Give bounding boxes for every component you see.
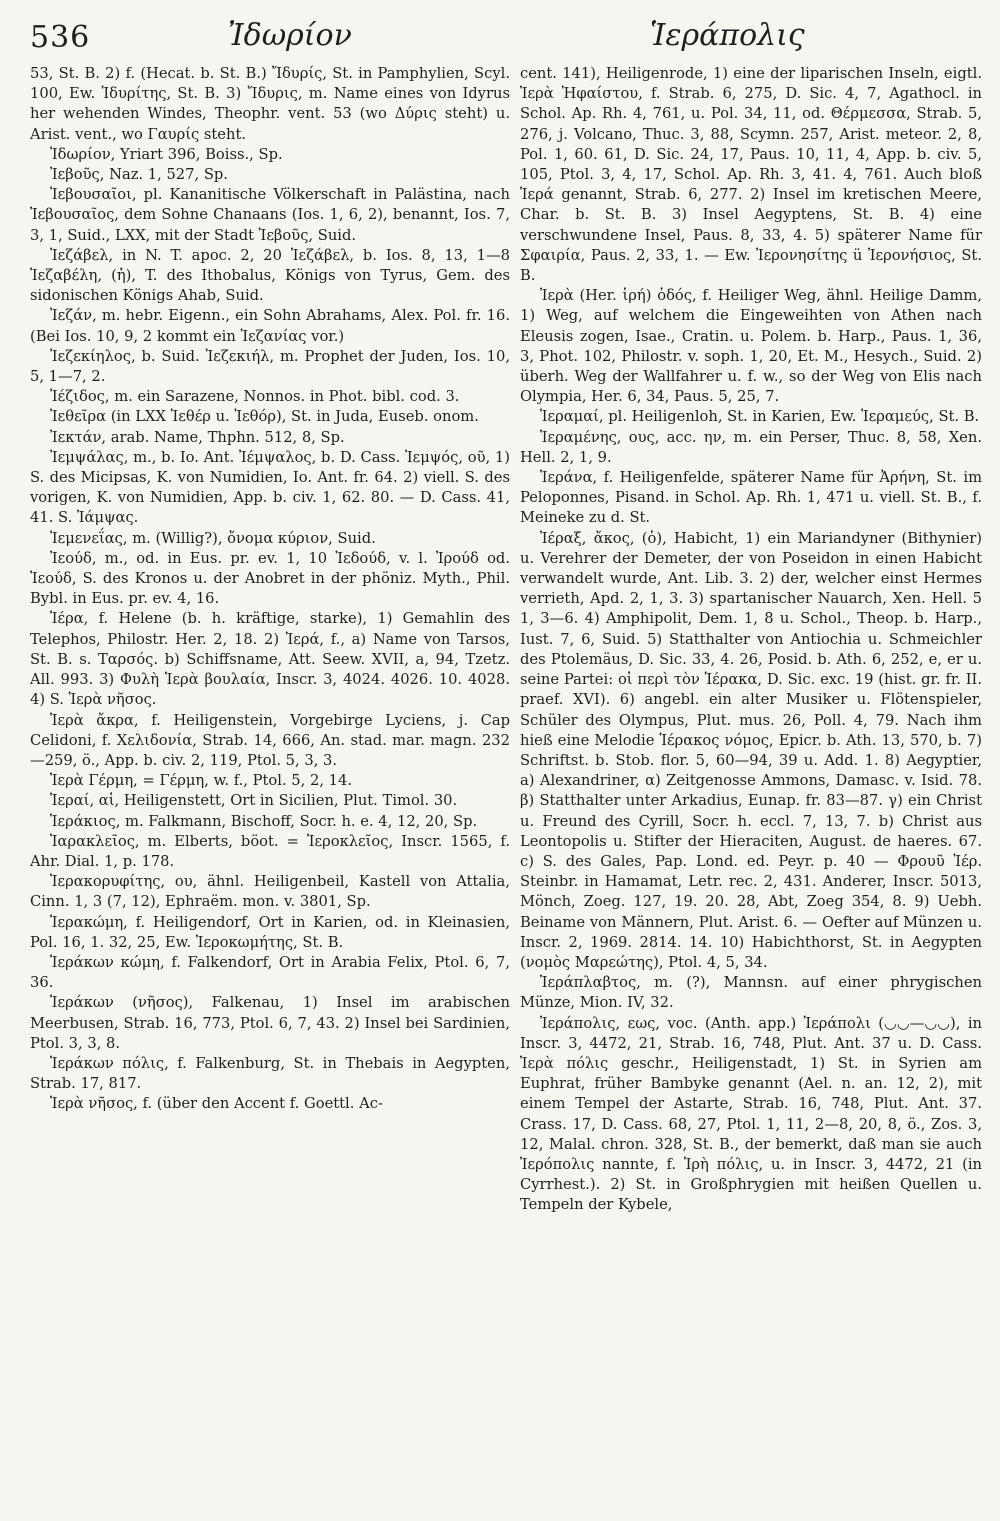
dictionary-entry: Ἰεθεῖρα (in LXX Ἰεθέρ u. Ἰεθόρ), St. in Juda, Euseb. onom. <box>50 408 479 426</box>
dictionary-entry: Ἰεκτάν, arab. Name, Thphn. 512, 8, Sp. <box>50 428 345 446</box>
running-head-right: Ἱεράπολις <box>650 18 805 53</box>
dictionary-entry: Ἰεμενεΐας, m. (Willig?), ὄνομα κύριον, Suid. <box>50 529 376 547</box>
dictionary-entry: Ἰεβοῦς, Naz. 1, 527, Sp. <box>50 166 228 184</box>
dictionary-entry: Ἱεραί, αἱ, Heiligenstett, Ort in Sicilien, Plut. Timol. 30. <box>50 792 458 810</box>
dictionary-entry: Ἱέραξ, ἄκος, (ὁ), Habicht, 1) ein Mariandyner (Bithynier) u. Verehrer der Demeter, der von Poseidon in einen Habicht verwandelt wurde, Ant. Lib. 3. 2) der, welcher einst Hermes verrieth, Apd. 2, 1, 3. 3) spartanischer Nauarch, Xen. Hell. 5 1, 3—6. 4) Amphipolit, Dem. 1, 8 u. Schol., Theop. b. Harp., Iust. 7, 6, Suid. 5) Statthalter von Antiochia u. Schmeichler des Ptolemäus, D. Sic. 33, 4. 26, Posid. b. Ath. 6, 252, e, er u. seine Partei: οἱ περὶ τὸν Ἱέρακα, D. Sic. exc. 19 (hist. gr. fr. II. praef. XVI). 6) angebl. ein alter Musiker u. Flötenspieler, Schüler des Olympus, Plut. mus. 26, Poll. 4, 79. Nach ihm hieß eine Melodie Ἱέρακος νόμος, Epicr. b. Ath. 13, 570, b. 7) Schriftst. b. Stob. flor. 5, 60—94, 39 u. Add. 1. 8) Aegyptier, a) Alexandriner, α) Zeitgenosse Ammons, Damasc. v. Isid. 78. β) Statthalter unter Arkadius, Eunap. fr. 83—87. γ) ein Christ u. Freund des Cyrill, Socr. h. eccl. 7, 13, 7. b) Christ aus Leontopolis u. Stifter der Hieraciten, August. de haeres. 67. c) S. des Gales, Pap. Lond. ed. Peyr. p. 40 — Φρουῦ Ἱέρ. Steinbr. in Hamamat, Letr. rec. 2, 431. Anderer, Inscr. 5013, Mönch, Zoeg. 127, 19. 20. 28, Abt, Zoeg 354, 8. 9) Uebh. Beiname von Männern, Plut. Arist. 6. — Oefter auf Münzen u. Inscr. 2, 1969. 2814. 14. 10) Habichthorst, St. in Aegypten (νομὸς Μαρεώτης), Ptol. 4, 5, 34. <box>520 529 982 971</box>
dictionary-entry: Ἰδωρίον, Yriart 396, Boiss., Sp. <box>50 145 283 163</box>
dictionary-entry: Ἱαρακλεῖος, m. Elberts, böot. = Ἱεροκλεῖος, Inscr. 1565, f. Ahr. Dial. 1, p. 178. <box>30 832 510 870</box>
dictionary-entry: Ἱεραμαί, pl. Heiligenloh, St. in Karien, Ew. Ἱεραμεύς, St. B. <box>540 408 980 426</box>
page-header <box>30 18 982 58</box>
dictionary-entry: Ἰεζεκίηλος, b. Suid. Ἰεζεκιήλ, m. Prophet der Juden, Ios. 10, 5, 1—7, 2. <box>30 347 510 386</box>
dictionary-entry: cent. 141), Heiligenrode, 1) eine der liparischen Inseln, eigtl. Ἱερὰ Ἡφαίστου, f. Strab. 6, 275, D. Sic. 4, 7, Agathocl. in Schol. Ap. Rh. 4, 761, u. Pol. 34, 11, od. Θέρμεσσα, Strab. 5, 276, j. Volcano, Thuc. 3, 88, Scymn. 257, Arist. meteor. 2, 8, Pol. 1, 60. 61, D. Sic. 24, 17, Paus. 10, 11, 4, App. b. civ. 5, 105, Ptol. 3, 4, 17, Schol. Ap. Rh. 3, 41. 4, 761. Auch bloß Ἱερά genannt, Strab. 6, 277. 2) Insel im kretischen Meere, Char. b. St. B. 3) Insel Aegyptens, St. B. 4) eine verschwundene Insel, Paus. 8, 33, 4. 5) späterer Name für Σφαιρία, Paus. 2, 33, 1. — Ew. Ἱερονησίτης ü Ἱερονήσιος, St. B. <box>520 65 982 285</box>
dictionary-entry: 53, St. B. 2) f. (Hecat. b. St. B.) Ἴδυρίς, St. in Pamphylien, Scyl. 100, Ew. Ἰδυρίτης, St. B. 3) Ἴδυρις, m. Name eines von Idyrus her wehenden Windes, Theophr. vent. 53 (wo Δύρις steht) u. Arist. vent., wo Γαυρίς steht. <box>30 65 510 143</box>
dictionary-entry: Ἱερὰ ἄκρα, f. Heiligenstein, Vorgebirge Lyciens, j. Cap Celidoni, f. Χελιδονία, Strab. 14, 666, An. stad. mar. magn. 232—259, ö., App. b. civ. 2, 119, Ptol. 5, 3, 3. <box>30 711 510 769</box>
dictionary-entry: Ἱεράνα, f. Heiligenfelde, späterer Name für Ἀρήνη, St. im Peloponnes, Pisand. in Schol. Ap. Rh. 1, 471 u. viell. St. B., f. Meineke zu d. St. <box>520 469 982 527</box>
dictionary-entry: Ἱεράκων (νῆσος), Falkenau, 1) Insel im arabischen Meerbusen, Strab. 16, 773, Ptol. 6, 7, 43. 2) Insel bei Sardinien, Ptol. 3, 3, 8. <box>30 994 510 1052</box>
dictionary-entry: Ἱεράκων κώμη, f. Falkendorf, Ort in Arabia Felix, Ptol. 6, 7, 36. <box>30 953 510 992</box>
page-number: 536 <box>30 20 91 55</box>
right-column <box>520 64 982 1512</box>
dictionary-entry: Ἰεβουσαῖοι, pl. Kananitische Völkerschaft in Palästina, nach Ἰεβουσαῖος, dem Sohne Chanaans (Ios. 1, 6, 2), benannt, Ios. 7, 3, 1, Suid., LXX, mit der Stadt Ἰεβοῦς, Suid. <box>30 186 510 244</box>
dictionary-entry: Ἱεράκιος, m. Falkmann, Bischoff, Socr. h. e. 4, 12, 20, Sp. <box>50 812 478 830</box>
dictionary-entry: Ἱεραμένης, ους, acc. ην, m. ein Perser, Thuc. 8, 58, Xen. Hell. 2, 1, 9. <box>520 428 982 466</box>
dictionary-entry: Ἱερὰ Γέρμη, = Γέρμη, w. f., Ptol. 5, 2, 14. <box>50 772 353 790</box>
dictionary-entry: Ἱεράπολις, εως, voc. (Anth. app.) Ἱεράπολι (◡◡—◡◡), in Inscr. 3, 4472, 21, Strab. 16, 748, Plut. Ant. 37 u. D. Cass. Ἱερὰ πόλις geschr., Heiligenstadt, 1) St. in Syrien am Euphrat, früher Bambyke genannt (Ael. n. an. 12, 2), mit einem Tempel der Astarte, Strab. 16, 748, Plut. Ant. 37. Crass. 17, D. Cass. 68, 27, Ptol. 1, 11, 2—8, 20, 8, ö., Zos. 3, 12, Malal. chron. 328, St. B., der bemerkt, daß man sie auch Ἱερόπολις nannte, f. Ἱρὴ πόλις, u. in Inscr. 3, 4472, 21 (in Cyrrhest.). 2) St. in Großphrygien mit heißen Quellen u. Tempeln der Kybele, <box>520 1014 982 1214</box>
dictionary-entry: Ἱερακώμη, f. Heiligendorf, Ort in Karien, od. in Kleinasien, Pol. 16, 1. 32, 25, Ew. Ἱεροκωμήτης, St. B. <box>30 913 510 951</box>
dictionary-entry: Ἰεμψάλας, m., b. Io. Ant. Ἰέμψαλος, b. D. Cass. Ἰεμψός, οῦ, 1) S. des Micipsas, K. von Numidien, Io. Ant. fr. 64. 2) viell. S. des vorigen, K. von Numidien, App. b. civ. 1, 62. 80. — D. Cass. 41, 41. S. Ἰάμψας. <box>30 448 510 527</box>
dictionary-entry: Ἱεράκων πόλις, f. Falkenburg, St. in Thebais in Aegypten, Strab. 17, 817. <box>30 1054 510 1093</box>
dictionary-entry: Ἱερὰ (Her. ἱρή) ὁδός, f. Heiliger Weg, ähnl. Heilige Damm, 1) Weg, auf welchem die Eingeweihten von Athen nach Eleusis zogen, Isae., Cratin. u. Polem. b. Harp., Paus. 1, 36, 3, Phot. 102, Philostr. v. soph. 1, 20, Et. M., Hesych., Suid. 2) überh. Weg der Wallfahrer u. f. w., so der Weg von Elis nach Olympia, Her. 6, 34, Paus. 5, 25, 7. <box>520 287 982 406</box>
running-head-left: Ἰδωρίον <box>228 18 352 53</box>
dictionary-entry: Ἰεζάν, m. hebr. Eigenn., ein Sohn Abrahams, Alex. Pol. fr. 16. (Bei Ios. 10, 9, 2 kommt ein Ἰεζανίας vor.) <box>30 307 510 345</box>
dictionary-entry: Ἱεράπλαβτος, m. (?), Mannsn. auf einer phrygischen Münze, Mion. IV, 32. <box>520 974 982 1012</box>
dictionary-entry: Ἱερὰ νῆσος, f. (über den Accent f. Goettl. Ac- <box>50 1095 383 1113</box>
dictionary-entry: Ἱερακορυφίτης, ου, ähnl. Heiligenbeil, Kastell von Attalia, Cinn. 1, 3 (7, 12), Ephraëm. mon. v. 3801, Sp. <box>30 873 510 911</box>
left-column <box>30 64 510 1512</box>
dictionary-entry: Ἱέρα, f. Helene (b. h. kräftige, starke), 1) Gemahlin des Telephos, Philostr. Her. 2, 18. 2) Ἱερά, f., a) Name von Tarsos, St. B. s. Ταρσός. b) Schiffsname, Att. Seew. XVII, a, 94, Tzetz. All. 993. 3) Φυλὴ Ἱερὰ βουλαία, Inscr. 3, 4024. 4026. 10. 4028. 4) S. Ἱερὰ νῆσος. <box>30 610 510 709</box>
dictionary-entry: Ἰέζιδος, m. ein Sarazene, Nonnos. in Phot. bibl. cod. 3. <box>50 388 460 406</box>
dictionary-entry: Ἰεούδ, m., od. in Eus. pr. ev. 1, 10 Ἰεδούδ, v. l. Ἰρούδ od. Ἰεούδ, S. des Kronos u. der Anobret in der phöniz. Myth., Phil. Bybl. in Eus. pr. ev. 4, 16. <box>30 549 510 608</box>
dictionary-entry: Ἰεζάβελ, in N. T. apoc. 2, 20 Ἰεζάβελ, b. Ios. 8, 13, 1—8 Ἰεζαβέλη, (ἡ), T. des Ithobalus, Königs von Tyrus, Gem. des sidonischen Königs Ahab, Suid. <box>30 246 510 305</box>
